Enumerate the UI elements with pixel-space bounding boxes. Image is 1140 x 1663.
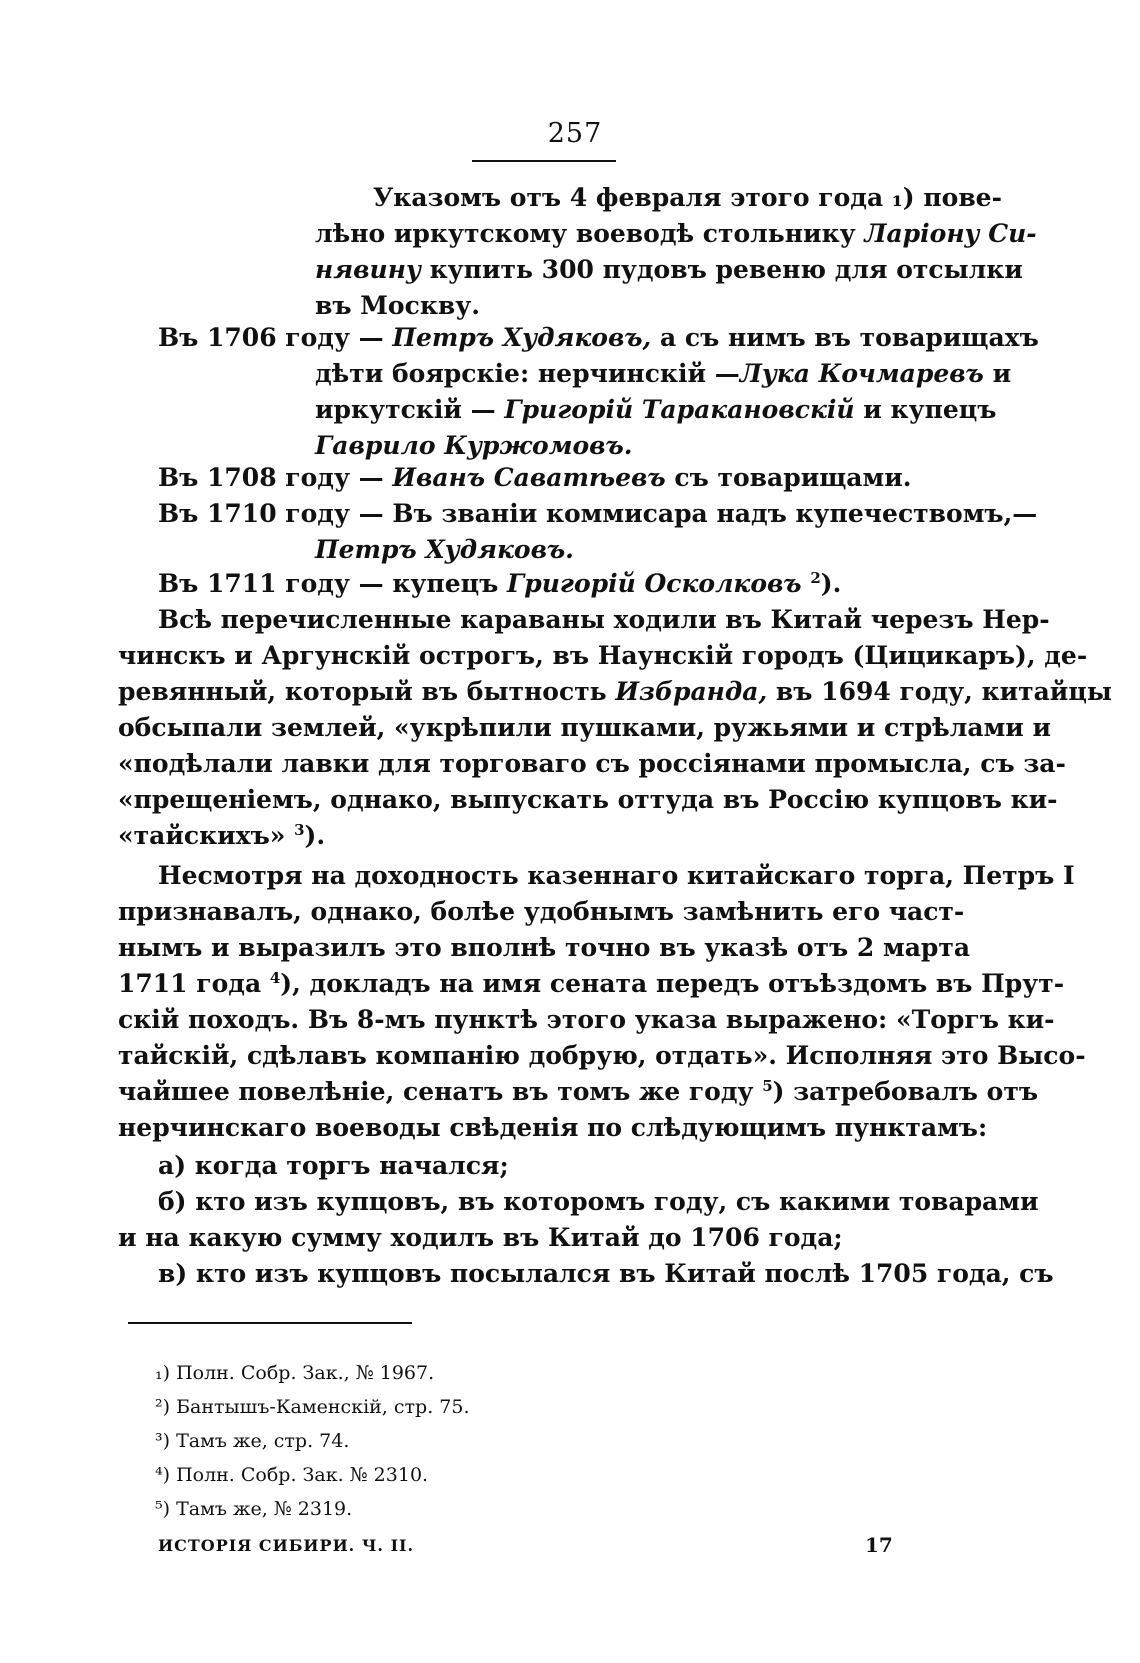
footnote: ₁) Полн. Собр. Зак., № 1967. — [155, 1362, 435, 1384]
text-line: и на какую сумму ходилъ въ Китай до 1706 года; — [118, 1223, 843, 1252]
text-line: 1711 года $^4$), докладъ на имя сената передъ отъѣздомъ въ Прут- — [118, 969, 1065, 998]
text-line: скій походъ. Въ 8-мъ пунктѣ этого указа выражено: «Торгъ ки- — [118, 1005, 1055, 1034]
footnote: ⁴) Полн. Собр. Зак. № 2310. — [155, 1464, 429, 1486]
page-number: 257 — [547, 118, 603, 149]
text-line: Несмотря на доходность казеннаго китайскаго торга, Петръ I — [158, 861, 1075, 890]
text-line: нымъ и выразилъ это вполнѣ точно въ указѣ отъ 2 марта — [118, 933, 971, 962]
text-line: въ Москву. — [315, 291, 480, 320]
text-line: иркутскій — Григорій Таракановскій и купецъ — [315, 395, 997, 424]
text-line: Въ 1711 году — купецъ Григорій Осколковъ $^2$). — [158, 569, 842, 598]
text-line: тайскій, сдѣлавъ компанію добрую, отдать». Исполняя это Высо- — [118, 1041, 1086, 1070]
text-line: Въ 1710 году — Въ званіи коммисара надъ купечествомъ,— — [158, 499, 1038, 528]
list-item: б) кто изъ купцовъ, въ которомъ году, съ какими товарами — [158, 1187, 1039, 1216]
footnote: ³) Тамъ же, стр. 74. — [155, 1430, 350, 1452]
text-line: ревянный, который въ бытность Избранда, въ 1694 году, китайцы — [118, 677, 1112, 706]
text-line: «прещеніемъ, однако, выпускать оттуда въ Россію купцовъ ки- — [118, 785, 1058, 814]
text-line: «тайскихъ» $^3$). — [118, 821, 326, 850]
text-line: обсыпали землей, «укрѣпили пушками, ружьями и стрѣлами и — [118, 713, 1052, 742]
text-line: признавалъ, однако, болѣе удобнымъ замѣнить его част- — [118, 897, 965, 926]
footnote: ⁵) Тамъ же, № 2319. — [155, 1498, 353, 1520]
text-line: Всѣ перечисленные караваны ходили въ Китай черезъ Нер- — [158, 605, 1050, 634]
text-line: чайшее повелѣніе, сенатъ въ томъ же году $^5$) затребовалъ отъ — [118, 1077, 1039, 1106]
text-line: Въ 1706 году — Петръ Худяковъ, а съ нимъ въ товарищахъ — [158, 323, 1039, 352]
text-line: нявину купить 300 пудовъ ревеню для отсылки — [315, 255, 1023, 284]
footnote: ²) Бантышъ-Каменскій, стр. 75. — [155, 1396, 470, 1418]
text-line: Петръ Худяковъ. — [315, 535, 574, 564]
footnote-rule — [128, 1322, 412, 1324]
header-rule — [472, 160, 616, 162]
list-item: а) когда торгъ начался; — [158, 1151, 509, 1180]
list-item: в) кто изъ купцовъ посылался въ Китай послѣ 1705 года, съ — [158, 1259, 1054, 1288]
text-line: лѣно иркутскому воеводѣ стольнику Ларіону Си- — [315, 219, 1037, 248]
text-line: Гаврило Куржомовъ. — [315, 431, 633, 460]
signature-mark: ИСТОРІЯ СИБИРИ. Ч. II. — [158, 1536, 415, 1555]
text-line: «подѣлали лавки для торговаго съ россіянами промысла, съ за- — [118, 749, 1066, 778]
text-line: чинскъ и Аргунскій острогъ, въ Наунскій городъ (Цицикаръ), де- — [118, 641, 1088, 670]
text-line: нерчинскаго воеводы свѣденія по слѣдующимъ пунктамъ: — [118, 1113, 988, 1142]
text-line: Указомъ отъ 4 февраля этого года ₁) пове- — [373, 183, 1002, 212]
text-line: дѣти боярскіе: нерчинскій —Лука Кочмаревъ и — [315, 359, 1012, 388]
sheet-number: 17 — [865, 1533, 893, 1557]
text-line: Въ 1708 году — Иванъ Саватѣевъ съ товарищами. — [158, 463, 912, 492]
